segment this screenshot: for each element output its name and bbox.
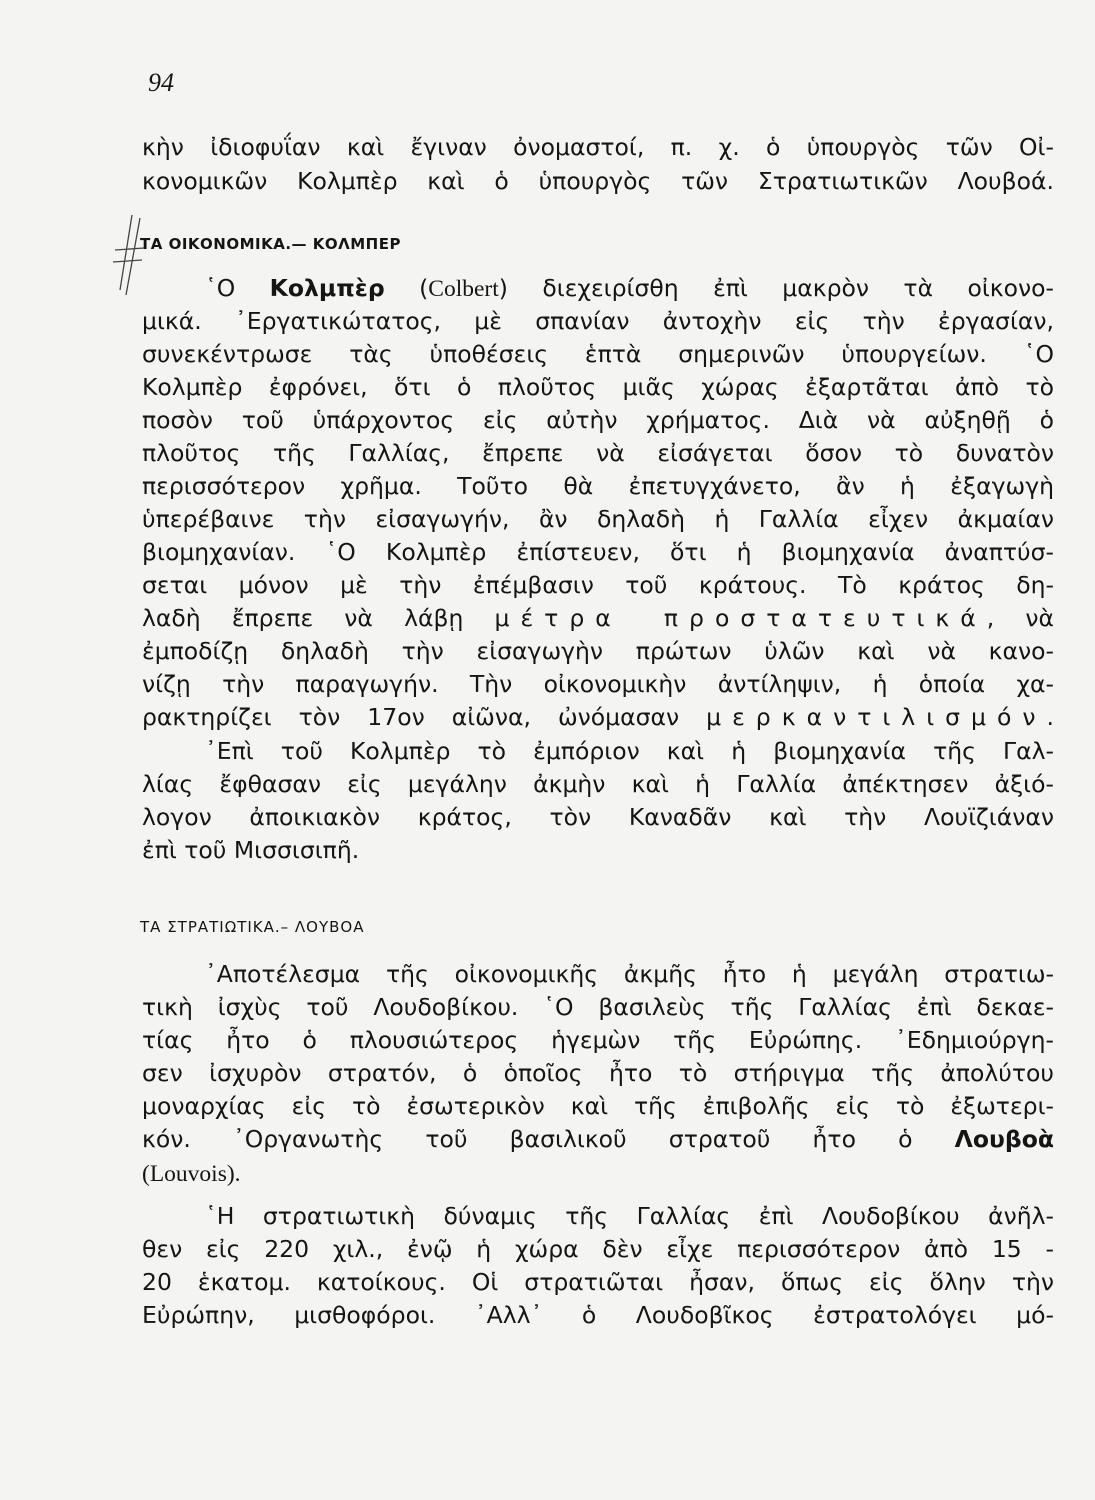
text-line: περισσότερον χρῆμα. Τοῦτο θὰ ἐπετυγχάνετο, ἂν ἡ ἐξαγωγὴ xyxy=(142,472,1054,500)
text-line: Εὐρώπην, μισθοφόροι. ᾽Αλλ᾽ ὁ Λουδοβῖκος ἐστρατολόγει μό- xyxy=(142,1301,1054,1329)
text-line: ὑπερέβαινε τὴν εἰσαγωγήν, ἂν δηλαδὴ ἡ Γαλλία εἶχεν ἀκμαίαν xyxy=(142,505,1054,533)
text-line: τίας ἦτο ὁ πλουσιώτερος ἡγεμὼν τῆς Εὐρώπης. ᾽Εδημιούργη- xyxy=(142,1026,1054,1054)
text-line: ἐπὶ τοῦ Μισσισιπῆ. xyxy=(142,836,360,864)
text-line: λίας ἔφθασαν εἰς μεγάλην ἀκμὴν καὶ ἡ Γαλλία ἀπέκτησεν ἀξιό- xyxy=(142,770,1054,798)
text-line: ᾽Επὶ τοῦ Κολμπὲρ τὸ ἐμπόριον καὶ ἡ βιομηχανία τῆς Γαλ- xyxy=(205,737,1054,765)
page-number: 94 xyxy=(148,68,174,97)
text-line: πλοῦτος τῆς Γαλλίας, ἔπρεπε νὰ εἰσάγεται ὅσον τὸ δυνατὸν xyxy=(142,439,1054,467)
text-line: θεν εἰς 220 χιλ., ἐνῷ ἡ χώρα δὲν εἶχε περισσότερον ἀπὸ 15 - xyxy=(142,1235,1054,1263)
text-line: κονομικῶν Κολμπὲρ καὶ ὁ ὑπουργὸς τῶν Στρατιωτικῶν Λουβοά. xyxy=(142,167,1054,195)
text-line: συνεκέντρωσε τὰς ὑποθέσεις ἑπτὰ σημερινῶν ὑπουργείων. ῾Ο xyxy=(142,340,1054,368)
text-line: ᾽Αποτέλεσμα τῆς οἰκονομικῆς ἀκμῆς ἦτο ἡ μεγάλη στρατιω- xyxy=(205,960,1054,988)
text-line: λαδὴ ἔπρεπε νὰ λάβῃ μέτρα προστατευτικά, νὰ xyxy=(142,604,1055,632)
text-line: (Louvois). xyxy=(142,1161,241,1187)
text-line: σεν ἰσχυρὸν στρατόν, ὁ ὁποῖος ἦτο τὸ στήριγμα τῆς ἀπολύτου xyxy=(142,1059,1054,1087)
text-line: ῾Ο Κολμπὲρ (Colbert) διεχειρίσθη ἐπὶ μακρὸν τὰ οἰκονο- xyxy=(205,274,1055,302)
text-line: κὴν ἰδιοφυΐαν καὶ ἔγιναν ὀνομαστοί, π. χ. ὁ ὑπουργὸς τῶν Οἰ- xyxy=(142,133,1054,161)
text-line: μοναρχίας εἰς τὸ ἐσωτερικὸν καὶ τῆς ἐπιβολῆς εἰς τὸ ἐξωτερι- xyxy=(142,1092,1054,1120)
text-line: ῾Η στρατιωτικὴ δύναμις τῆς Γαλλίας ἐπὶ Λουδοβίκου ἀνῆλ- xyxy=(205,1202,1054,1230)
text-line: τικὴ ἰσχὺς τοῦ Λουδοβίκου. ῾Ο βασιλεὺς τῆς Γαλλίας ἐπὶ δεκαε- xyxy=(142,993,1054,1021)
text-line: λογον ἀποικιακὸν κράτος, τὸν Καναδᾶν καὶ τὴν Λουϊζιάναν xyxy=(142,803,1054,831)
section-heading: ΤΑ ΟΙΚΟΝΟΜΙΚΑ.— ΚΟΛΜΠΕΡ xyxy=(140,235,401,253)
pencil-mark-icon xyxy=(110,210,150,300)
text-line: νίζῃ τὴν παραγωγήν. Τὴν οἰκονομικὴν ἀντίληψιν, ἡ ὁποία χα- xyxy=(142,670,1054,698)
text-line: ποσὸν τοῦ ὑπάρχοντος εἰς αὐτὴν χρήματος. Διὰ νὰ αὐξηθῇ ὁ xyxy=(142,406,1054,434)
text-line: σεται μόνον μὲ τὴν ἐπέμβασιν τοῦ κράτους. Τὸ κράτος δη- xyxy=(142,571,1054,599)
section-heading: ΤΑ ΣΤΡΑΤΙΩΤΙΚΑ.– ΛΟΥΒΟΑ xyxy=(140,918,365,936)
text-line: μικά. ᾽Εργατικώτατος, μὲ σπανίαν ἀντοχὴν εἰς τὴν ἐργασίαν, xyxy=(142,307,1054,335)
text-line: κόν. ᾽Οργανωτὴς τοῦ βασιλικοῦ στρατοῦ ἦτο ὁ Λουβοὰ xyxy=(142,1125,1054,1153)
text-line: βιομηχανίαν. ῾Ο Κολμπὲρ ἐπίστευεν, ὅτι ἡ βιομηχανία ἀναπτύσ- xyxy=(142,538,1054,566)
text-line: ἐμποδίζῃ δηλαδὴ τὴν εἰσαγωγὴν πρώτων ὑλῶν καὶ νὰ κανο- xyxy=(142,637,1054,665)
text-line: 20 ἑκατομ. κατοίκους. Οἱ στρατιῶται ἦσαν, ὅπως εἰς ὅλην τὴν xyxy=(142,1268,1054,1296)
text-line: ρακτηρίζει τὸν 17ον αἰῶνα, ὠνόμασαν μερκαντιλισμόν. xyxy=(142,703,1054,731)
text-line: Κολμπὲρ ἐφρόνει, ὅτι ὁ πλοῦτος μιᾶς χώρας ἐξαρτᾶται ἀπὸ τὸ xyxy=(142,373,1054,401)
